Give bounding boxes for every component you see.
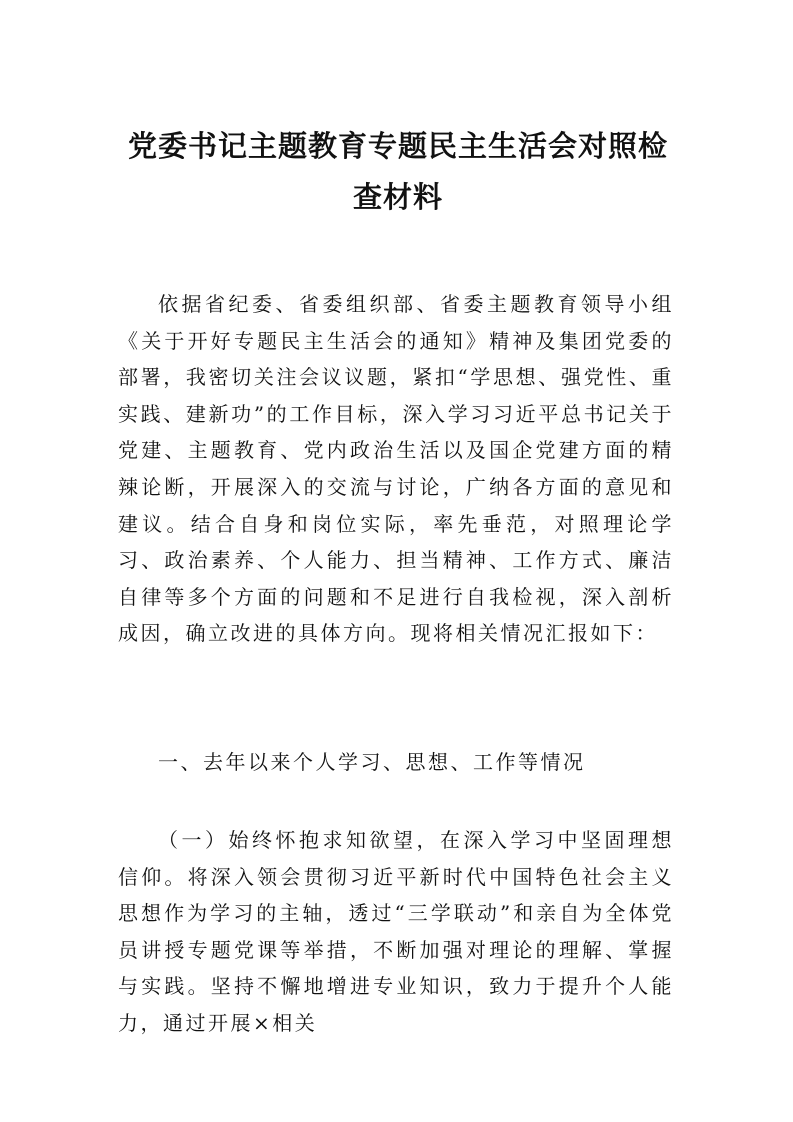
document-title: 党委书记主题教育专题民主生活会对照检查材料	[127, 129, 668, 214]
section-paragraph: （一）始终怀抱求知欲望，在深入学习中坚固理想信仰。将深入领会贯彻习近平新时代中国特色社会主义思想作为学习的主轴，透过“三学联动”和亲自为全体党员讲授专题党课等举措，不断加强对理论的理解、掌握与实践。坚持不懈地增进专业知识，致力于提升个人能力，通过开展×相关	[118, 828, 674, 1035]
intro-paragraph: 依据省纪委、省委组织部、省委主题教育领导小组《关于开好专题民主生活会的通知》精神及集团党委的部署，我密切关注会议议题，紧扣“学思想、强党性、重实践、建新功”的工作目标，深入学习习近平总书记关于党建、主题教育、党内政治生活以及国企党建方面的精辣论断，开展深入的交流与讨论，广纳各方面的意见和建议。结合自身和岗位实际，率先垂范，对照理论学习、政治素养、个人能力、担当精神、工作方式、廉洁自律等多个方面的问题和不足进行自我检视，深入剖析成因，确立改进的具体方向。现将相关情况汇报如下：	[118, 292, 674, 646]
section-heading: 一、去年以来个人学习、思想、工作等情况	[158, 750, 586, 774]
